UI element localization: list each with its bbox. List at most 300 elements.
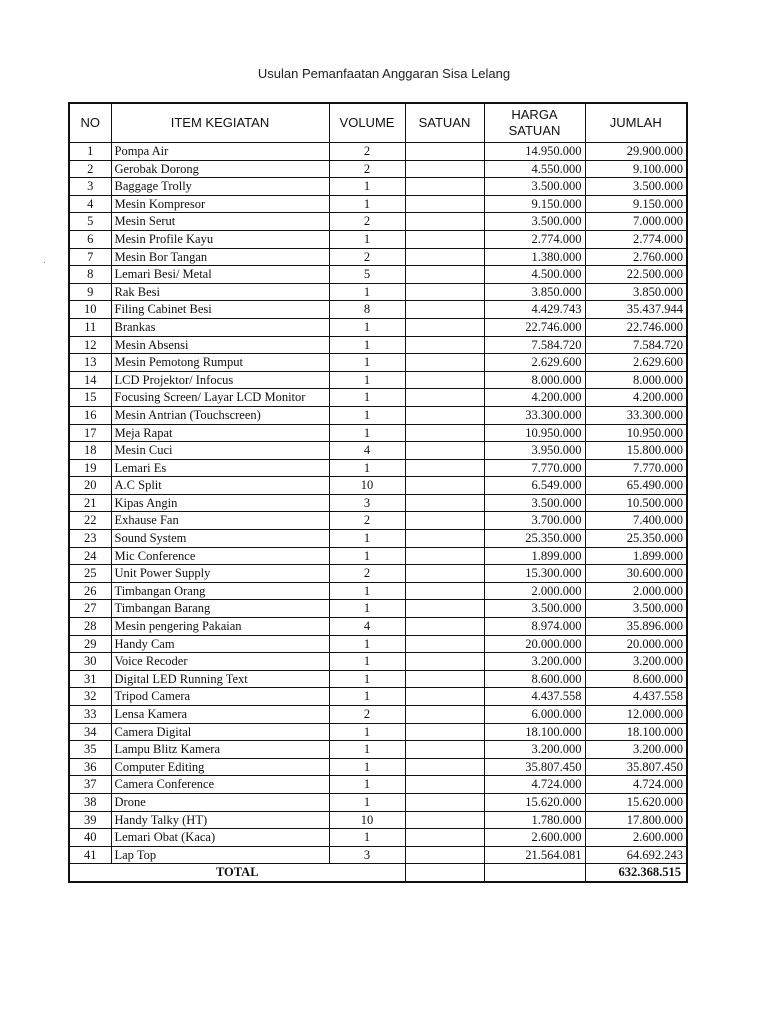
- table-row: [69, 442, 687, 460]
- table-row: [69, 512, 687, 530]
- row-volume: 8: [329, 301, 405, 319]
- table-row: [69, 477, 687, 495]
- row-volume: 2: [329, 143, 405, 161]
- row-jumlah: 30.600.000: [585, 565, 687, 583]
- row-harga: 4.200.000: [484, 389, 585, 407]
- row-jumlah: 8.600.000: [585, 670, 687, 688]
- row-harga: 6.549.000: [484, 477, 585, 495]
- header-no: NO: [69, 103, 111, 143]
- total-label: TOTAL: [69, 864, 405, 882]
- row-harga: 4.429.743: [484, 301, 585, 319]
- row-no: 40: [69, 829, 111, 847]
- row-volume: 2: [329, 213, 405, 231]
- row-harga: 1.899.000: [484, 547, 585, 565]
- row-item: Sound System: [111, 530, 329, 548]
- row-jumlah: 25.350.000: [585, 530, 687, 548]
- row-satuan: [405, 336, 484, 354]
- row-volume: 1: [329, 547, 405, 565]
- table-row: [69, 301, 687, 319]
- table-row: [69, 371, 687, 389]
- row-satuan: [405, 248, 484, 266]
- table-row: [69, 406, 687, 424]
- row-harga: 7.770.000: [484, 459, 585, 477]
- row-satuan: [405, 741, 484, 759]
- row-harga: 9.150.000: [484, 195, 585, 213]
- row-volume: 1: [329, 195, 405, 213]
- row-item: Drone: [111, 793, 329, 811]
- row-satuan: [405, 442, 484, 460]
- row-volume: 1: [329, 758, 405, 776]
- row-volume: 1: [329, 283, 405, 301]
- scan-speck: [44, 262, 45, 263]
- row-jumlah: 17.800.000: [585, 811, 687, 829]
- row-satuan: [405, 758, 484, 776]
- row-jumlah: 7.000.000: [585, 213, 687, 231]
- row-no: 29: [69, 635, 111, 653]
- row-satuan: [405, 635, 484, 653]
- row-harga: 3.500.000: [484, 600, 585, 618]
- row-satuan: [405, 582, 484, 600]
- table-row: [69, 354, 687, 372]
- row-volume: 3: [329, 494, 405, 512]
- row-item: A.C Split: [111, 477, 329, 495]
- row-satuan: [405, 776, 484, 794]
- row-harga: 3.500.000: [484, 178, 585, 196]
- row-volume: 1: [329, 635, 405, 653]
- row-harga: 3.850.000: [484, 283, 585, 301]
- row-harga: 8.974.000: [484, 618, 585, 636]
- row-no: 36: [69, 758, 111, 776]
- table-row: [69, 776, 687, 794]
- row-volume: 1: [329, 318, 405, 336]
- row-harga: 3.700.000: [484, 512, 585, 530]
- table-row: [69, 600, 687, 618]
- row-no: 26: [69, 582, 111, 600]
- row-volume: 1: [329, 389, 405, 407]
- row-harga: 18.100.000: [484, 723, 585, 741]
- row-item: Tripod Camera: [111, 688, 329, 706]
- table-row: [69, 688, 687, 706]
- row-no: 22: [69, 512, 111, 530]
- row-no: 38: [69, 793, 111, 811]
- table-row: [69, 459, 687, 477]
- row-no: 8: [69, 266, 111, 284]
- row-volume: 1: [329, 741, 405, 759]
- row-jumlah: 12.000.000: [585, 706, 687, 724]
- table-row: [69, 565, 687, 583]
- total-satuan-cell: [405, 864, 484, 882]
- row-no: 34: [69, 723, 111, 741]
- row-satuan: [405, 565, 484, 583]
- table-row: [69, 723, 687, 741]
- row-satuan: [405, 318, 484, 336]
- row-no: 15: [69, 389, 111, 407]
- row-jumlah: 2.629.600: [585, 354, 687, 372]
- row-harga: 33.300.000: [484, 406, 585, 424]
- row-volume: 4: [329, 618, 405, 636]
- table-row: [69, 618, 687, 636]
- row-item: Mesin Kompresor: [111, 195, 329, 213]
- total-row: [69, 864, 687, 882]
- row-jumlah: 65.490.000: [585, 477, 687, 495]
- row-satuan: [405, 512, 484, 530]
- row-item: Mic Conference: [111, 547, 329, 565]
- row-jumlah: 35.807.450: [585, 758, 687, 776]
- table-row: [69, 160, 687, 178]
- row-jumlah: 9.100.000: [585, 160, 687, 178]
- row-no: 25: [69, 565, 111, 583]
- row-jumlah: 3.200.000: [585, 741, 687, 759]
- row-no: 13: [69, 354, 111, 372]
- row-satuan: [405, 213, 484, 231]
- row-satuan: [405, 195, 484, 213]
- row-jumlah: 35.437.944: [585, 301, 687, 319]
- row-item: Computer Editing: [111, 758, 329, 776]
- row-jumlah: 35.896.000: [585, 618, 687, 636]
- row-jumlah: 3.500.000: [585, 178, 687, 196]
- row-jumlah: 15.800.000: [585, 442, 687, 460]
- row-satuan: [405, 283, 484, 301]
- row-satuan: [405, 653, 484, 671]
- row-jumlah: 8.000.000: [585, 371, 687, 389]
- row-satuan: [405, 389, 484, 407]
- row-no: 1: [69, 143, 111, 161]
- row-no: 21: [69, 494, 111, 512]
- table-row: [69, 829, 687, 847]
- row-satuan: [405, 266, 484, 284]
- row-jumlah: 1.899.000: [585, 547, 687, 565]
- row-satuan: [405, 723, 484, 741]
- row-item: Mesin Pemotong Rumput: [111, 354, 329, 372]
- row-satuan: [405, 424, 484, 442]
- row-jumlah: 33.300.000: [585, 406, 687, 424]
- row-harga: 14.950.000: [484, 143, 585, 161]
- row-item: Kipas Angin: [111, 494, 329, 512]
- row-volume: 1: [329, 670, 405, 688]
- row-satuan: [405, 406, 484, 424]
- row-harga: 22.746.000: [484, 318, 585, 336]
- row-jumlah: 7.770.000: [585, 459, 687, 477]
- table-row: [69, 143, 687, 161]
- row-harga: 2.629.600: [484, 354, 585, 372]
- row-item: Mesin Bor Tangan: [111, 248, 329, 266]
- row-item: LCD Projektor/ Infocus: [111, 371, 329, 389]
- row-harga: 3.500.000: [484, 213, 585, 231]
- row-harga: 7.584.720: [484, 336, 585, 354]
- row-volume: 1: [329, 776, 405, 794]
- row-item: Mesin Serut: [111, 213, 329, 231]
- table-row: [69, 653, 687, 671]
- row-volume: 1: [329, 406, 405, 424]
- row-jumlah: 4.724.000: [585, 776, 687, 794]
- row-harga: 10.950.000: [484, 424, 585, 442]
- row-item: Lampu Blitz Kamera: [111, 741, 329, 759]
- row-jumlah: 4.437.558: [585, 688, 687, 706]
- row-satuan: [405, 530, 484, 548]
- table-row: [69, 741, 687, 759]
- row-volume: 1: [329, 723, 405, 741]
- table-row: [69, 846, 687, 864]
- row-jumlah: 10.500.000: [585, 494, 687, 512]
- row-item: Mesin Absensi: [111, 336, 329, 354]
- row-no: 27: [69, 600, 111, 618]
- row-satuan: [405, 618, 484, 636]
- row-no: 14: [69, 371, 111, 389]
- table-row: [69, 230, 687, 248]
- row-satuan: [405, 811, 484, 829]
- row-jumlah: 7.400.000: [585, 512, 687, 530]
- row-item: Baggage Trolly: [111, 178, 329, 196]
- table-row: [69, 213, 687, 231]
- row-volume: 1: [329, 829, 405, 847]
- row-harga: 8.600.000: [484, 670, 585, 688]
- row-item: Mesin pengering Pakaian: [111, 618, 329, 636]
- row-harga: 1.380.000: [484, 248, 585, 266]
- row-harga: 8.000.000: [484, 371, 585, 389]
- row-volume: 1: [329, 371, 405, 389]
- row-harga: 3.950.000: [484, 442, 585, 460]
- row-harga: 3.500.000: [484, 494, 585, 512]
- row-satuan: [405, 670, 484, 688]
- row-item: Mesin Profile Kayu: [111, 230, 329, 248]
- row-jumlah: 22.500.000: [585, 266, 687, 284]
- row-item: Lemari Obat (Kaca): [111, 829, 329, 847]
- table-row: [69, 389, 687, 407]
- table-row: [69, 195, 687, 213]
- row-item: Handy Cam: [111, 635, 329, 653]
- row-item: Lensa Kamera: [111, 706, 329, 724]
- table-row: [69, 793, 687, 811]
- row-volume: 1: [329, 459, 405, 477]
- header-harga-line1: HARGA: [511, 107, 558, 122]
- header-item: ITEM KEGIATAN: [111, 103, 329, 143]
- row-jumlah: 18.100.000: [585, 723, 687, 741]
- row-satuan: [405, 688, 484, 706]
- row-no: 30: [69, 653, 111, 671]
- row-no: 32: [69, 688, 111, 706]
- row-no: 3: [69, 178, 111, 196]
- row-no: 9: [69, 283, 111, 301]
- table-row: [69, 248, 687, 266]
- row-volume: 5: [329, 266, 405, 284]
- row-jumlah: 9.150.000: [585, 195, 687, 213]
- row-satuan: [405, 230, 484, 248]
- row-harga: 4.437.558: [484, 688, 585, 706]
- row-no: 35: [69, 741, 111, 759]
- row-item: Timbangan Barang: [111, 600, 329, 618]
- row-item: Lemari Es: [111, 459, 329, 477]
- row-volume: 1: [329, 688, 405, 706]
- row-no: 2: [69, 160, 111, 178]
- row-no: 33: [69, 706, 111, 724]
- row-no: 11: [69, 318, 111, 336]
- table-row: [69, 635, 687, 653]
- row-item: Filing Cabinet Besi: [111, 301, 329, 319]
- row-volume: 1: [329, 424, 405, 442]
- row-satuan: [405, 459, 484, 477]
- row-volume: 1: [329, 530, 405, 548]
- row-harga: 2.774.000: [484, 230, 585, 248]
- table-row: [69, 530, 687, 548]
- row-no: 24: [69, 547, 111, 565]
- row-jumlah: 10.950.000: [585, 424, 687, 442]
- row-volume: 1: [329, 582, 405, 600]
- header-jumlah: JUMLAH: [585, 103, 687, 143]
- row-item: Camera Digital: [111, 723, 329, 741]
- row-harga: 15.300.000: [484, 565, 585, 583]
- table-header-row: [69, 103, 687, 143]
- table-row: [69, 424, 687, 442]
- row-harga: 4.500.000: [484, 266, 585, 284]
- row-volume: 2: [329, 565, 405, 583]
- row-satuan: [405, 793, 484, 811]
- row-satuan: [405, 354, 484, 372]
- row-volume: 10: [329, 811, 405, 829]
- header-volume: VOLUME: [329, 103, 405, 143]
- row-harga: 20.000.000: [484, 635, 585, 653]
- row-satuan: [405, 706, 484, 724]
- row-no: 37: [69, 776, 111, 794]
- row-jumlah: 2.760.000: [585, 248, 687, 266]
- row-item: Handy Talky (HT): [111, 811, 329, 829]
- row-jumlah: 2.000.000: [585, 582, 687, 600]
- row-no: 39: [69, 811, 111, 829]
- row-no: 16: [69, 406, 111, 424]
- total-harga-cell: [484, 864, 585, 882]
- row-volume: 2: [329, 160, 405, 178]
- row-jumlah: 22.746.000: [585, 318, 687, 336]
- row-harga: 4.724.000: [484, 776, 585, 794]
- row-item: Meja Rapat: [111, 424, 329, 442]
- row-volume: 3: [329, 846, 405, 864]
- row-satuan: [405, 829, 484, 847]
- row-no: 12: [69, 336, 111, 354]
- table-row: [69, 283, 687, 301]
- row-no: 17: [69, 424, 111, 442]
- row-volume: 1: [329, 230, 405, 248]
- row-harga: 25.350.000: [484, 530, 585, 548]
- row-harga: 15.620.000: [484, 793, 585, 811]
- row-satuan: [405, 494, 484, 512]
- row-volume: 2: [329, 706, 405, 724]
- row-no: 31: [69, 670, 111, 688]
- row-volume: 1: [329, 653, 405, 671]
- row-item: Lap Top: [111, 846, 329, 864]
- row-satuan: [405, 178, 484, 196]
- row-item: Mesin Cuci: [111, 442, 329, 460]
- row-item: Timbangan Orang: [111, 582, 329, 600]
- row-item: Mesin Antrian (Touchscreen): [111, 406, 329, 424]
- row-satuan: [405, 160, 484, 178]
- table-row: [69, 547, 687, 565]
- table-row: [69, 494, 687, 512]
- row-item: Pompa Air: [111, 143, 329, 161]
- row-satuan: [405, 371, 484, 389]
- row-no: 18: [69, 442, 111, 460]
- row-jumlah: 7.584.720: [585, 336, 687, 354]
- row-jumlah: 3.850.000: [585, 283, 687, 301]
- row-jumlah: 3.200.000: [585, 653, 687, 671]
- row-satuan: [405, 547, 484, 565]
- row-harga: 21.564.081: [484, 846, 585, 864]
- table-row: [69, 670, 687, 688]
- row-volume: 2: [329, 248, 405, 266]
- row-satuan: [405, 477, 484, 495]
- table-row: [69, 336, 687, 354]
- row-jumlah: 64.692.243: [585, 846, 687, 864]
- row-item: Digital LED Running Text: [111, 670, 329, 688]
- row-satuan: [405, 846, 484, 864]
- row-jumlah: 20.000.000: [585, 635, 687, 653]
- row-volume: 1: [329, 793, 405, 811]
- row-item: Gerobak Dorong: [111, 160, 329, 178]
- row-harga: 2.000.000: [484, 582, 585, 600]
- row-item: Brankas: [111, 318, 329, 336]
- table-row: [69, 758, 687, 776]
- row-jumlah: 15.620.000: [585, 793, 687, 811]
- row-item: Focusing Screen/ Layar LCD Monitor: [111, 389, 329, 407]
- row-item: Exhause Fan: [111, 512, 329, 530]
- header-harga-line2: SATUAN: [508, 123, 561, 138]
- row-satuan: [405, 143, 484, 161]
- row-no: 10: [69, 301, 111, 319]
- row-no: 41: [69, 846, 111, 864]
- row-item: Rak Besi: [111, 283, 329, 301]
- row-volume: 1: [329, 178, 405, 196]
- row-no: 19: [69, 459, 111, 477]
- row-jumlah: 4.200.000: [585, 389, 687, 407]
- row-no: 23: [69, 530, 111, 548]
- document-title: Usulan Pemanfaatan Anggaran Sisa Lelang: [257, 66, 511, 81]
- row-item: Lemari Besi/ Metal: [111, 266, 329, 284]
- row-jumlah: 29.900.000: [585, 143, 687, 161]
- row-item: Camera Conference: [111, 776, 329, 794]
- table-row: [69, 706, 687, 724]
- row-volume: 4: [329, 442, 405, 460]
- row-no: 5: [69, 213, 111, 231]
- row-item: Voice Recoder: [111, 653, 329, 671]
- budget-table: [68, 102, 688, 883]
- row-volume: 1: [329, 336, 405, 354]
- row-harga: 3.200.000: [484, 653, 585, 671]
- row-satuan: [405, 600, 484, 618]
- total-value: 632.368.515: [585, 864, 687, 882]
- table-row: [69, 266, 687, 284]
- row-harga: 6.000.000: [484, 706, 585, 724]
- table-row: [69, 178, 687, 196]
- row-volume: 1: [329, 354, 405, 372]
- row-jumlah: 2.600.000: [585, 829, 687, 847]
- row-satuan: [405, 301, 484, 319]
- row-harga: 4.550.000: [484, 160, 585, 178]
- table-row: [69, 582, 687, 600]
- row-jumlah: 3.500.000: [585, 600, 687, 618]
- row-no: 4: [69, 195, 111, 213]
- row-jumlah: 2.774.000: [585, 230, 687, 248]
- row-harga: 2.600.000: [484, 829, 585, 847]
- row-harga: 35.807.450: [484, 758, 585, 776]
- row-no: 7: [69, 248, 111, 266]
- table-row: [69, 318, 687, 336]
- row-harga: 1.780.000: [484, 811, 585, 829]
- row-volume: 1: [329, 600, 405, 618]
- table-row: [69, 811, 687, 829]
- row-no: 20: [69, 477, 111, 495]
- row-volume: 10: [329, 477, 405, 495]
- header-harga-satuan: [484, 103, 585, 143]
- row-no: 6: [69, 230, 111, 248]
- header-satuan: SATUAN: [405, 103, 484, 143]
